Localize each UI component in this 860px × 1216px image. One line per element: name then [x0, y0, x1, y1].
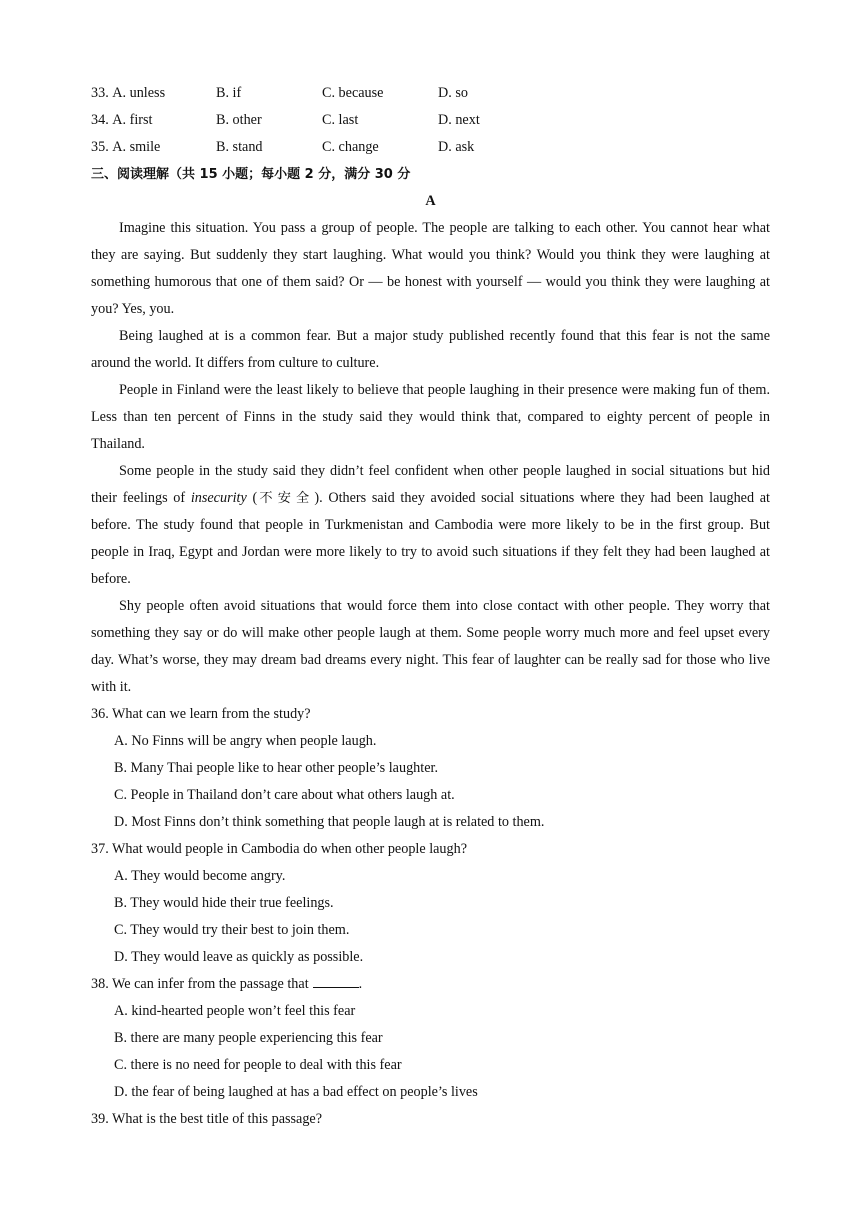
cloze-33-option-c: C. because — [322, 85, 384, 101]
question-36-stem: 36. What can we learn from the study? — [91, 706, 311, 722]
cloze-34-option-c: C. last — [322, 112, 359, 128]
cloze-option-row-35 — [91, 134, 770, 161]
question-38-option-b: B. there are many people experiencing this fear — [114, 1030, 383, 1046]
section-heading: 三、阅读理解（共 15 小题；每小题 2 分，满分 30 分 — [91, 167, 411, 182]
passage-title: A — [425, 193, 436, 209]
cloze-35-option-a: 35. A. smile — [91, 139, 161, 155]
vocab-term: insecurity — [190, 490, 247, 506]
question-37-stem: 37. What would people in Cambodia do when other people laugh? — [91, 841, 468, 857]
passage-paragraph-5: Shy people often avoid situations that would force them into close contact with other people. They worry that something they say or do will make other people laugh at them. Some people worry much more and feel upset every day. What’s worse, they may dream bad dreams every night. This fear of laughter can be really sad for those who live with it. — [91, 598, 770, 695]
cloze-34-option-b: B. other — [216, 112, 262, 128]
question-37-option-a: A. They would become angry. — [114, 868, 286, 884]
question-38-stem: 38. We can infer from the passage that . — [91, 971, 770, 998]
cloze-option-row-34 — [91, 107, 770, 134]
passage-paragraph-4: Some people in the study said they didn’t feel confident when other people laughed in social situations but hid their feelings of insecurity (不安全). Others said they avoided social situations where they had been laughed at before. The study found that people in Turkmenistan and Cambodia were more likely to be in the first group. But people in Iraq, Egypt and Jordan were more likely to try to avoid such situations if they felt they had been laughed at before. — [91, 463, 770, 587]
question-36-option-a: A. No Finns will be angry when people laugh. — [114, 733, 377, 749]
question-37-option-b: B. They would hide their true feelings. — [114, 895, 334, 911]
cloze-35-option-d: D. ask — [438, 139, 475, 155]
cloze-35-option-c: C. change — [322, 139, 379, 155]
question-38-option-d: D. the fear of being laughed at has a bad effect on people’s lives — [114, 1084, 478, 1100]
exam-page — [91, 80, 770, 1133]
question-39-stem: 39. What is the best title of this passage? — [91, 1111, 323, 1127]
question-38-option-a: A. kind-hearted people won’t feel this fear — [114, 1003, 356, 1019]
passage-paragraph-2: Being laughed at is a common fear. But a major study published recently found that this fear is not the same around the world. It differs from culture to culture. — [91, 328, 770, 371]
question-36-option-b: B. Many Thai people like to hear other people’s laughter. — [114, 760, 438, 776]
vocab-gloss: 不安全 — [257, 491, 315, 506]
passage-paragraph-3: People in Finland were the least likely to believe that people laughing in their presence were making fun of them. Less than ten percent of Finns in the study said they would think that, compared to eighty percent of people in Thailand. — [91, 382, 770, 452]
question-37-option-d: D. They would leave as quickly as possible. — [114, 949, 364, 965]
cloze-33-option-d: D. so — [438, 85, 468, 101]
question-36-option-d: D. Most Finns don’t think something that people laugh at is related to them. — [114, 814, 545, 830]
answer-blank — [313, 973, 359, 988]
question-37-option-c: C. They would try their best to join them. — [114, 922, 350, 938]
cloze-35-option-b: B. stand — [216, 139, 263, 155]
cloze-option-row-33 — [91, 80, 770, 107]
passage-paragraph-1: Imagine this situation. You pass a group of people. The people are talking to each other. You cannot hear what they are saying. But suddenly they start laughing. What would you think? Would you think they were laughing at something humorous that one of them said? Or — be honest with yourself — would you think they were laughing at you? Yes, you. — [91, 220, 770, 317]
cloze-34-option-a: 34. A. first — [91, 112, 153, 128]
question-36-option-c: C. People in Thailand don’t care about what others laugh at. — [114, 787, 455, 803]
question-38-option-c: C. there is no need for people to deal with this fear — [114, 1057, 402, 1073]
cloze-33-option-a: 33. A. unless — [91, 85, 166, 101]
cloze-33-option-b: B. if — [216, 85, 242, 101]
cloze-34-option-d: D. next — [438, 112, 480, 128]
